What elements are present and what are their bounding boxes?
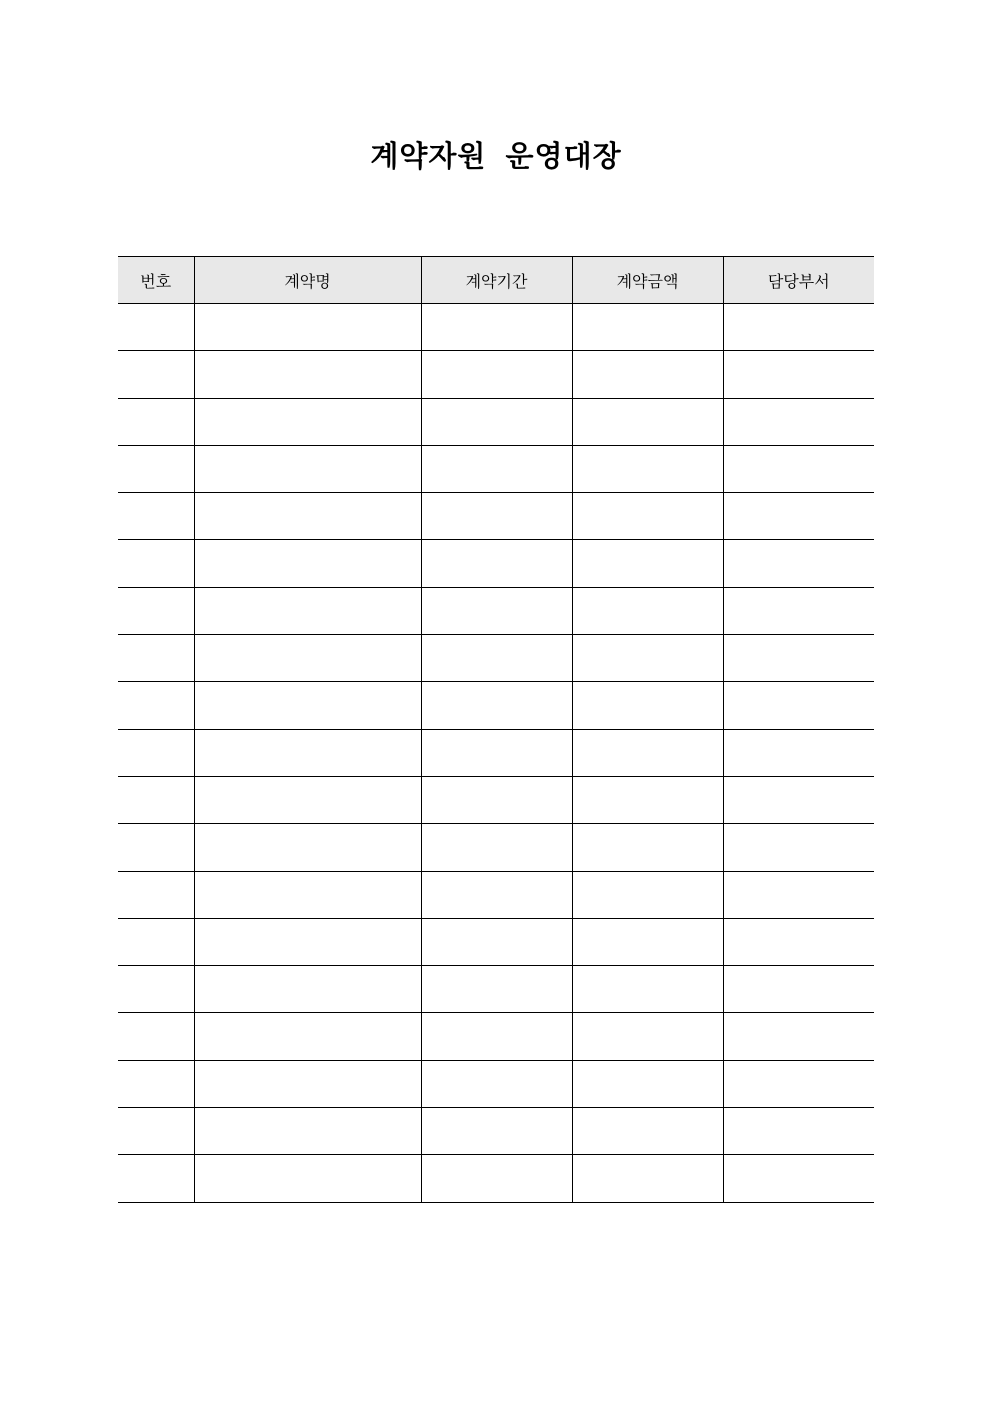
cell-contract-amount[interactable] — [572, 445, 723, 492]
table-row — [118, 1013, 874, 1060]
table-row — [118, 445, 874, 492]
cell-contract-name[interactable] — [194, 729, 421, 776]
cell-department[interactable] — [723, 540, 874, 587]
cell-contract-amount[interactable] — [572, 1013, 723, 1060]
cell-contract-period[interactable] — [421, 1155, 572, 1202]
table-row — [118, 493, 874, 540]
cell-number[interactable] — [118, 1108, 194, 1155]
header-contract-amount: 계약금액 — [572, 257, 723, 304]
page-title: 계약자원 운영대장 — [370, 139, 622, 173]
cell-contract-name[interactable] — [194, 1013, 421, 1060]
cell-contract-amount[interactable] — [572, 635, 723, 682]
table-row — [118, 1108, 874, 1155]
cell-number[interactable] — [118, 1013, 194, 1060]
cell-number[interactable] — [118, 1060, 194, 1107]
cell-contract-name[interactable] — [194, 587, 421, 634]
cell-department[interactable] — [723, 635, 874, 682]
cell-department[interactable] — [723, 445, 874, 492]
cell-contract-name[interactable] — [194, 1060, 421, 1107]
cell-department[interactable] — [723, 682, 874, 729]
cell-contract-amount[interactable] — [572, 682, 723, 729]
cell-number[interactable] — [118, 351, 194, 398]
header-number: 번호 — [118, 257, 194, 304]
cell-contract-amount[interactable] — [572, 729, 723, 776]
cell-contract-period[interactable] — [421, 824, 572, 871]
cell-contract-amount[interactable] — [572, 493, 723, 540]
cell-number[interactable] — [118, 493, 194, 540]
cell-contract-name[interactable] — [194, 540, 421, 587]
cell-contract-period[interactable] — [421, 682, 572, 729]
cell-contract-name[interactable] — [194, 493, 421, 540]
cell-contract-amount[interactable] — [572, 351, 723, 398]
table-row — [118, 824, 874, 871]
cell-contract-period[interactable] — [421, 540, 572, 587]
cell-contract-period[interactable] — [421, 445, 572, 492]
cell-number[interactable] — [118, 682, 194, 729]
cell-number[interactable] — [118, 304, 194, 351]
cell-contract-name[interactable] — [194, 398, 421, 445]
cell-department[interactable] — [723, 824, 874, 871]
cell-contract-amount[interactable] — [572, 966, 723, 1013]
table-row — [118, 351, 874, 398]
cell-number[interactable] — [118, 776, 194, 823]
table-row — [118, 1155, 874, 1202]
cell-number[interactable] — [118, 729, 194, 776]
table-row — [118, 966, 874, 1013]
cell-contract-period[interactable] — [421, 493, 572, 540]
cell-contract-amount[interactable] — [572, 871, 723, 918]
cell-department[interactable] — [723, 776, 874, 823]
cell-contract-name[interactable] — [194, 966, 421, 1013]
cell-contract-period[interactable] — [421, 304, 572, 351]
cell-department[interactable] — [723, 304, 874, 351]
cell-number[interactable] — [118, 587, 194, 634]
cell-contract-amount[interactable] — [572, 1060, 723, 1107]
cell-contract-period[interactable] — [421, 635, 572, 682]
header-department: 담당부서 — [723, 257, 874, 304]
cell-contract-amount[interactable] — [572, 918, 723, 965]
cell-contract-name[interactable] — [194, 682, 421, 729]
table-row — [118, 1060, 874, 1107]
cell-contract-period[interactable] — [421, 1013, 572, 1060]
cell-number[interactable] — [118, 635, 194, 682]
cell-contract-name[interactable] — [194, 776, 421, 823]
table-row — [118, 682, 874, 729]
table-row — [118, 540, 874, 587]
ledger-table — [118, 256, 874, 1203]
cell-contract-period[interactable] — [421, 871, 572, 918]
table-row — [118, 398, 874, 445]
cell-contract-period[interactable] — [421, 1108, 572, 1155]
cell-number[interactable] — [118, 398, 194, 445]
cell-department[interactable] — [723, 398, 874, 445]
cell-contract-name[interactable] — [194, 445, 421, 492]
cell-department[interactable] — [723, 918, 874, 965]
cell-contract-name[interactable] — [194, 351, 421, 398]
cell-contract-amount[interactable] — [572, 824, 723, 871]
cell-number[interactable] — [118, 966, 194, 1013]
cell-contract-period[interactable] — [421, 1060, 572, 1107]
table-row — [118, 729, 874, 776]
table-row — [118, 635, 874, 682]
cell-number[interactable] — [118, 1155, 194, 1202]
cell-contract-name[interactable] — [194, 871, 421, 918]
cell-contract-period[interactable] — [421, 729, 572, 776]
cell-contract-amount[interactable] — [572, 776, 723, 823]
table-row — [118, 918, 874, 965]
cell-department[interactable] — [723, 493, 874, 540]
cell-contract-amount[interactable] — [572, 398, 723, 445]
cell-contract-name[interactable] — [194, 1155, 421, 1202]
cell-contract-name[interactable] — [194, 1108, 421, 1155]
cell-contract-amount[interactable] — [572, 304, 723, 351]
table-row — [118, 587, 874, 634]
cell-number[interactable] — [118, 445, 194, 492]
cell-number[interactable] — [118, 824, 194, 871]
table-header-row — [118, 257, 874, 304]
cell-department[interactable] — [723, 1013, 874, 1060]
cell-contract-period[interactable] — [421, 966, 572, 1013]
cell-department[interactable] — [723, 587, 874, 634]
cell-department[interactable] — [723, 729, 874, 776]
cell-contract-amount[interactable] — [572, 1108, 723, 1155]
cell-department[interactable] — [723, 1108, 874, 1155]
header-contract-period: 계약기간 — [421, 257, 572, 304]
cell-contract-period[interactable] — [421, 587, 572, 634]
cell-department[interactable] — [723, 1060, 874, 1107]
cell-contract-name[interactable] — [194, 635, 421, 682]
cell-number[interactable] — [118, 871, 194, 918]
cell-department[interactable] — [723, 1155, 874, 1202]
header-contract-name: 계약명 — [194, 257, 421, 304]
cell-contract-period[interactable] — [421, 398, 572, 445]
cell-department[interactable] — [723, 351, 874, 398]
cell-contract-name[interactable] — [194, 824, 421, 871]
cell-department[interactable] — [723, 966, 874, 1013]
cell-contract-name[interactable] — [194, 304, 421, 351]
table-body — [118, 304, 874, 1203]
cell-contract-amount[interactable] — [572, 1155, 723, 1202]
table-row — [118, 304, 874, 351]
cell-contract-amount[interactable] — [572, 540, 723, 587]
cell-contract-name[interactable] — [194, 918, 421, 965]
cell-number[interactable] — [118, 540, 194, 587]
cell-number[interactable] — [118, 918, 194, 965]
cell-department[interactable] — [723, 871, 874, 918]
cell-contract-amount[interactable] — [572, 587, 723, 634]
table-row — [118, 776, 874, 823]
cell-contract-period[interactable] — [421, 351, 572, 398]
table-row — [118, 871, 874, 918]
cell-contract-period[interactable] — [421, 776, 572, 823]
cell-contract-period[interactable] — [421, 918, 572, 965]
